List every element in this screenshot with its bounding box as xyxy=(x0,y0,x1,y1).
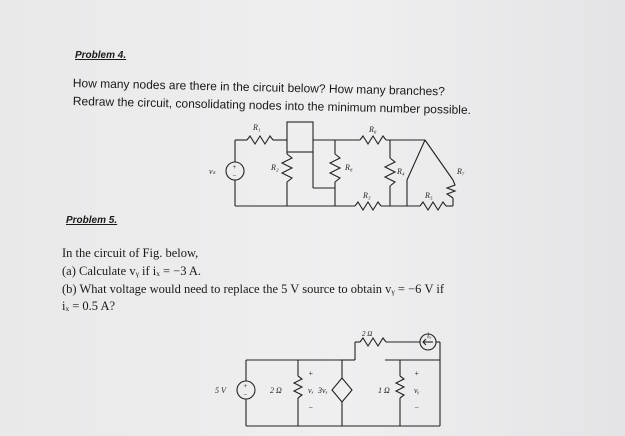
problem5-line1: In the circuit of Fig. below, xyxy=(62,246,199,260)
label-5v: 5 V xyxy=(215,386,226,395)
svg-text:+: + xyxy=(232,163,237,171)
label-vy: vᵧ xyxy=(414,386,420,395)
problem4-question-line1: How many nodes are there in the circuit below? How many branches? xyxy=(72,76,446,99)
resistor-2ohm-left xyxy=(294,376,302,398)
resistor-r6 xyxy=(360,136,386,144)
label-vx-minus: − xyxy=(308,403,314,412)
problem4-header: Problem 4. xyxy=(75,50,127,61)
label-r2: R₂ xyxy=(271,163,279,172)
label-r6: R₆ xyxy=(369,125,377,134)
label-ix: iₓ xyxy=(427,331,432,340)
resistor-r2 xyxy=(282,154,292,182)
label-vy-minus: − xyxy=(414,403,420,412)
label-vx-plus: + xyxy=(308,369,314,378)
problem4-circuit-diagram xyxy=(195,118,475,218)
label-vx: vₓ xyxy=(308,386,314,395)
resistor-r8 xyxy=(330,154,340,182)
resistor-2ohm-top xyxy=(360,338,386,346)
label-2ohm-top: 2 Ω xyxy=(362,330,373,338)
label-r7: R₇ xyxy=(457,167,465,176)
label-dep-source: 3vₓ xyxy=(318,386,328,395)
label-2ohm-left: 2 Ω xyxy=(270,386,282,395)
label-r5: R₅ xyxy=(425,191,433,200)
label-r8: R₈ xyxy=(345,163,353,172)
svg-text:−: − xyxy=(232,172,237,180)
resistor-r1 xyxy=(247,136,273,144)
problem5-part-b-cont: iₓ = 0.5 A? xyxy=(62,299,116,313)
problem5-part-a: (a) Calculate vᵧ if iₓ = −3 A. xyxy=(62,264,202,278)
label-vs: vₛ xyxy=(209,167,216,176)
label-r4: R₄ xyxy=(397,167,405,176)
resistor-r5 xyxy=(420,202,446,210)
svg-text:+: + xyxy=(243,382,248,390)
label-vy-plus: + xyxy=(414,369,420,378)
dependent-source-icon xyxy=(332,378,352,402)
problem5-header: Problem 5. xyxy=(66,215,118,226)
label-r1: R₁ xyxy=(253,123,261,132)
label-1ohm: 1 Ω xyxy=(378,386,390,395)
problem5-circuit-diagram xyxy=(210,330,450,430)
resistor-1ohm xyxy=(396,376,404,398)
resistor-r7 xyxy=(447,180,455,198)
problem5-part-b: (b) What voltage would need to replace the 5 V source to obtain vᵧ = −6 V if xyxy=(62,282,445,296)
problem4-question-line2: Redraw the circuit, consolidating nodes into the minimum number possible. xyxy=(72,94,472,118)
resistor-r3 xyxy=(355,202,381,210)
label-r3: R₃ xyxy=(363,191,371,200)
resistor-r4 xyxy=(385,158,395,186)
svg-text:−: − xyxy=(243,391,248,399)
